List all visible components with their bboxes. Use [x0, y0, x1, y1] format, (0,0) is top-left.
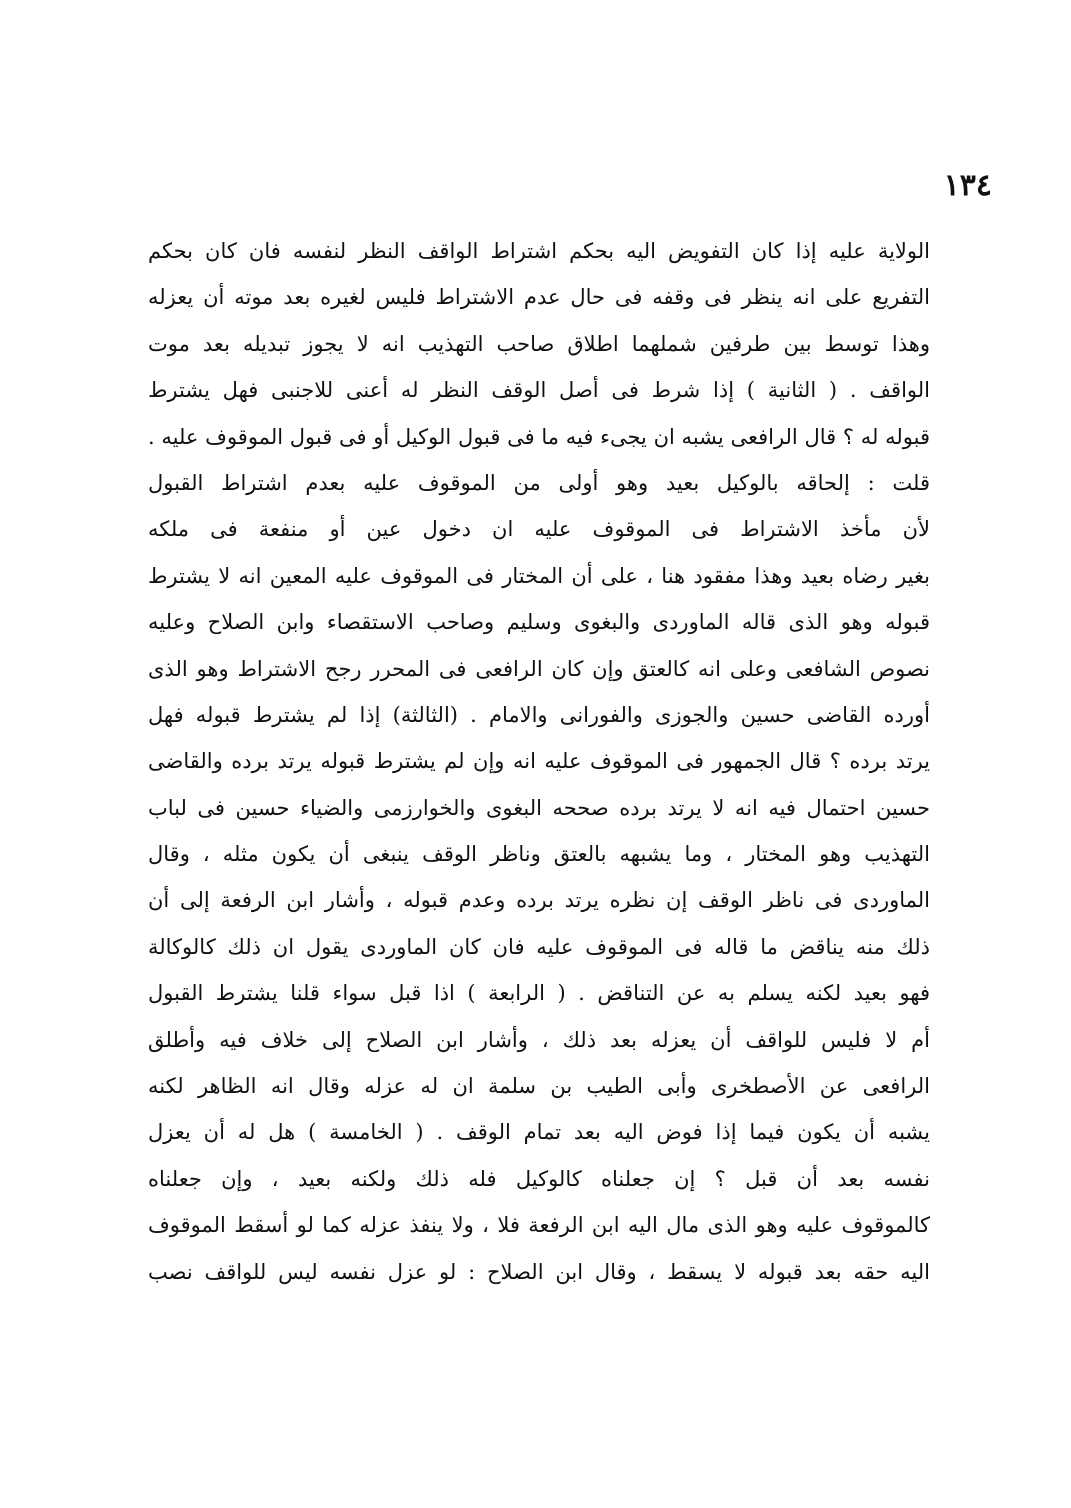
text-line: قلت : إلحاقه بالوكيل بعيد وهو أولى من الموقوف عليه بعدم اشتراط القبول [148, 470, 930, 495]
text-line: الولاية عليه إذا كان التفويض اليه بحكم اشتراط الواقف النظر لنفسه فان كان بحكم [148, 239, 930, 263]
text-line: يرتد برده ؟ قال الجمهور فى الموقوف عليه انه وإن لم يشترط قبوله يرتد برده والقاضى [148, 749, 930, 774]
text-line: الرافعى عن الأصطخرى وأبى الطيب بن سلمة ان له عزله وقال انه الظاهر لكنه [148, 1074, 930, 1099]
text-line: فهو بعيد لكنه يسلم به عن التناقض . ( الرابعة ) اذا قبل سواء قلنا يشترط القبول [148, 981, 930, 1006]
text-line: التفريع على انه ينظر فى وقفه فى حال عدم الاشتراط فليس لغيره بعد موته أن يعزله [148, 285, 930, 310]
body-text [148, 228, 930, 1295]
text-line: التهذيب وهو المختار ، وما يشبهه بالعتق وناظر الوقف ينبغى أن يكون مثله ، وقال [148, 842, 930, 867]
page-number: ١٣٤ [943, 168, 992, 203]
text-line: الواقف . ( الثانية ) إذا شرط فى أصل الوقف النظر له أعنى للاجنبى فهل يشترط [148, 378, 930, 403]
text-line: قبوله وهو الذى قاله الماوردى والبغوى وسليم وصاحب الاستقصاء وابن الصلاح وعليه [148, 610, 930, 635]
text-line: وهذا توسط بين طرفين شملهما اطلاق صاحب التهذيب انه لا يجوز تبديله بعد موت [148, 331, 930, 356]
text-line: نفسه بعد أن قبل ؟ إن جعلناه كالوكيل فله ذلك ولكنه بعيد ، وإن جعلناه [148, 1166, 930, 1191]
text-line: ذلك منه يناقض ما قاله فى الموقوف عليه فان كان الماوردى يقول ان ذلك كالوكالة [148, 934, 930, 959]
text-line: أم لا فليس للواقف أن يعزله بعد ذلك ، وأشار ابن الصلاح إلى خلاف فيه وأطلق [148, 1027, 930, 1052]
text-line: كالموقوف عليه وهو الذى مال اليه ابن الرفعة فلا ، ولا ينفذ عزله كما لو أسقط الموقوف [148, 1213, 930, 1238]
text-line: اليه حقه بعد قبوله لا يسقط ، وقال ابن الصلاح : لو عزل نفسه ليس للواقف نصب [148, 1259, 930, 1284]
text-line: بغير رضاه بعيد وهذا مفقود هنا ، على أن المختار فى الموقوف عليه المعين انه لا يشترط [148, 563, 930, 588]
text-line: أورده القاضى حسين والجوزى والفورانى والامام . (الثالثة) إذا لم يشترط قبوله فهل [148, 702, 930, 727]
text-line: قبوله له ؟ قال الرافعى يشبه ان يجىء فيه ما فى قبول الوكيل أو فى قبول الموقوف عليه . [148, 424, 930, 449]
text-line: حسين احتمال فيه انه لا يرتد برده صححه البغوى والخوارزمى والضياء حسين فى لباب [148, 795, 930, 820]
text-line: الماوردى فى ناظر الوقف إن نظره يرتد برده وعدم قبوله ، وأشار ابن الرفعة إلى أن [148, 888, 930, 913]
text-line: لأن مأخذ الاشتراط فى الموقوف عليه ان دخول عين أو منفعة فى ملكه [148, 517, 930, 542]
text-line: نصوص الشافعى وعلى انه كالعتق وإن كان الرافعى فى المحرر رجح الاشتراط وهو الذى [148, 656, 930, 681]
text-line: يشبه أن يكون فيما إذا فوض اليه بعد تمام الوقف . ( الخامسة ) هل له أن يعزل [148, 1120, 930, 1145]
